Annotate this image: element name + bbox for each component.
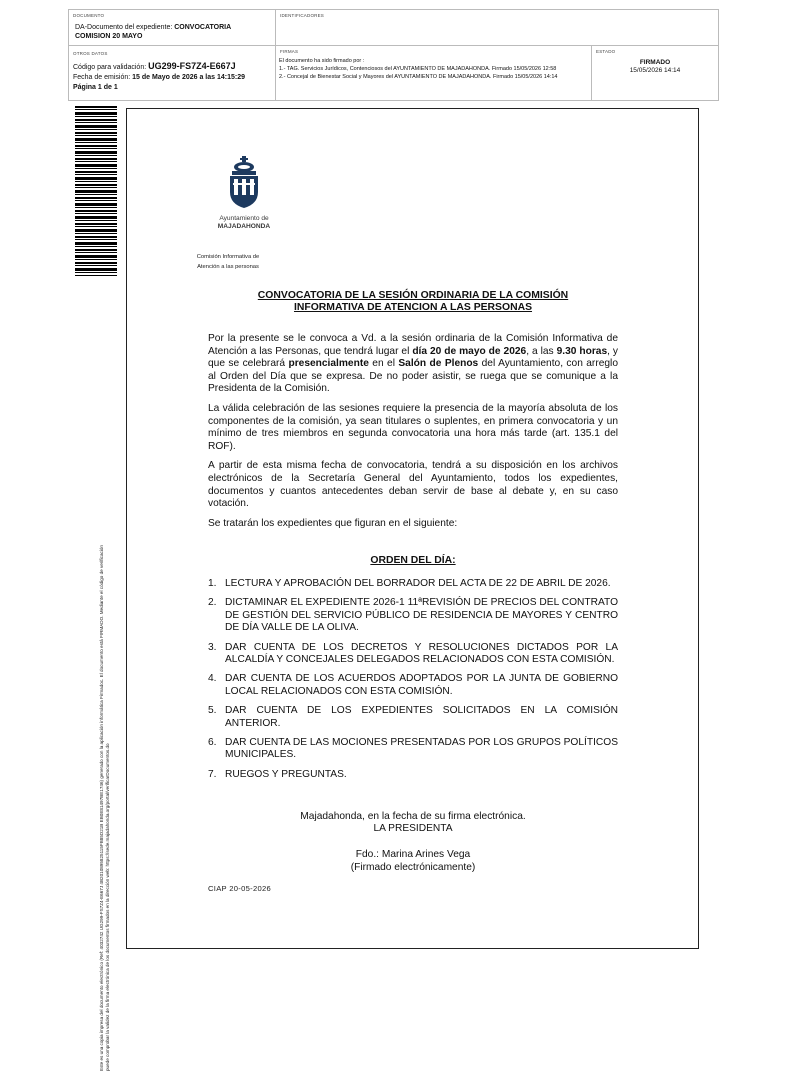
codigo-label: Código para validación: — [73, 64, 149, 71]
item-number: 7. — [208, 768, 217, 780]
closing-line1: Majadahonda, en la fecha de su firma electrónica. — [300, 811, 526, 822]
item-text: RUEGOS Y PREGUNTAS. — [225, 768, 347, 780]
p1-venue: Salón de Plenos — [398, 358, 479, 370]
logo-line2: MAJADAHONDA — [217, 222, 271, 230]
paragraph-4: Se tratarán los expedientes que figuran en el siguiente: — [208, 517, 458, 529]
list-item — [208, 597, 618, 634]
side-text-line2: puede comprobar la validez de la firma electrónica de los documentos firmados en la dirección web: https://sede.majadahonda.org/portal/verificarDocumentos.do — [105, 743, 110, 1071]
municipal-logo — [212, 156, 276, 230]
documento-line1: DA-Documento del expediente: — [75, 24, 175, 31]
otros-caption: OTROS DATOS — [73, 51, 108, 56]
p1-time: 9.30 horas — [556, 345, 608, 357]
estado-value: FIRMADO — [639, 59, 671, 66]
list-item — [208, 737, 618, 762]
firmas-intro: El documento ha sido firmado por : — [279, 58, 365, 64]
title-line2: INFORMATIVA DE ATENCION A LAS PERSONAS — [293, 302, 533, 313]
item-text: DICTAMINAR EL EXPEDIENTE 2026-1 11ªREVISIÓN DE PRECIOS DEL CONTRATO DE GESTIÓN DEL SERVICIO PÚBLICO DE RESIDENCIA DE MAYORES Y CENTRO DE DÍA VALLE DE LA OLIVA. — [225, 597, 618, 634]
list-item — [208, 673, 618, 698]
coat-of-arms-icon — [224, 156, 264, 210]
side-verification-text — [99, 181, 111, 1071]
item-text: DAR CUENTA DE LAS MOCIONES PRESENTADAS POR LOS GRUPOS POLÍTICOS MUNICIPALES. — [225, 737, 618, 761]
item-number: 3. — [208, 641, 217, 653]
list-item — [208, 769, 618, 781]
documento-line1-bold: CONVOCATORIA — [174, 24, 232, 31]
item-text: DAR CUENTA DE LOS DECRETOS Y RESOLUCIONES DICTADOS POR LA ALCALDÍA Y CONCEJALES DELEGADOS RELACIONADOS CON ESTA COMISIÓN. — [225, 641, 618, 666]
closing-line4: (Firmado electrónicamente) — [350, 861, 476, 873]
list-item — [208, 578, 618, 590]
firma-1: 1.- TAG. Servicios Jurídicos, Contenciosos del AYUNTAMIENTO DE MAJADAHONDA. Firmado 15/05/2026 12:58 — [279, 66, 557, 72]
item-number: 4. — [208, 673, 217, 685]
item-number: 5. — [208, 705, 217, 717]
p1-text-i: del Ayuntamiento, con arreglo al Orden del Día que se expresa. De no poder asistir, se ruega que se comunique a la Presidenta de la Comisión. — [208, 358, 618, 395]
p1-text-e: , y que se celebrará — [208, 345, 619, 370]
comision-line1: Comisión Informativa de — [196, 254, 260, 260]
item-text: LECTURA Y APROBACIÓN DEL BORRADOR DEL ACTA DE 22 DE ABRIL DE 2026. — [225, 578, 611, 589]
estado-cell — [592, 46, 718, 101]
paragraph-3: A partir de esta misma fecha de convocatoria, tendrá a su disposición en los archivos electrónicos de la Secretaría General del Ayuntamiento, todos los expedientes, documentos y cuantos antecedentes deban servir de base al debate y, en su caso votación. — [208, 460, 618, 510]
fecha-value: 15 de Mayo de 2026 a las 14:15:29 — [132, 74, 246, 81]
comision-line2: Atención a las personas — [197, 264, 259, 270]
pagina: Página 1 de 1 — [73, 84, 118, 91]
identificadores-caption: IDENTIFICADORES — [280, 13, 325, 18]
closing-line2: LA PRESIDENTA — [373, 823, 453, 835]
estado-caption: ESTADO — [596, 49, 616, 54]
logo-line1: Ayuntamiento de — [219, 215, 269, 222]
p1-mode: presencialmente — [288, 358, 369, 370]
firmas-caption: FIRMAS — [280, 49, 299, 54]
comision-label — [194, 252, 262, 272]
p1-text-g: en el — [368, 358, 399, 370]
documento-caption: DOCUMENTO — [73, 13, 105, 18]
firma-2: 2.- Concejal de Bienestar Social y Mayores del AYUNTAMIENTO DE MAJADAHONDA. Firmado 15/05/2026 14:14 — [279, 74, 558, 80]
item-text: DAR CUENTA DE LOS ACUERDOS ADOPTADOS POR LA JUNTA DE GOBIERNO LOCAL RELACIONADOS CON ESTA COMISIÓN. — [225, 673, 618, 697]
p1-text-c: , a las — [526, 345, 557, 357]
p1-date: día 20 de mayo de 2026 — [412, 345, 527, 357]
list-item — [208, 642, 618, 667]
item-number: 6. — [208, 737, 217, 749]
closing-signature — [208, 811, 618, 874]
item-text: DAR CUENTA DE LOS EXPEDIENTES SOLICITADOS EN LA COMISIÓN ANTERIOR. — [225, 705, 618, 729]
documento-cell — [69, 10, 276, 46]
paragraph-1 — [208, 333, 618, 396]
title-line1: CONVOCATORIA DE LA SESIÓN ORDINARIA DE LA COMISIÓN — [257, 290, 569, 301]
document-body — [208, 333, 618, 537]
paragraph-2: La válida celebración de las sesiones requiere la presencia de la mayoría absoluta de los componentes de la comisión, ya sean titulares o suplentes, en primera convocatoria y un mínimo de tres miembros en segunda convocatoria una hora más tarde (art. 135.1 del ROF). — [208, 402, 618, 452]
codigo-value: UG299-FS7Z4-E667J — [148, 61, 236, 71]
document-title — [208, 290, 618, 314]
item-number: 1. — [208, 578, 217, 589]
closing-line3: Fdo.: Marina Arines Vega — [355, 849, 471, 861]
orden-del-dia-title: ORDEN DEL DÍA: — [370, 555, 456, 566]
side-text-line1: Este es una copia impresa del documento electrónico (Ref: 4032742 UG299-FS7Z4-E667J 4B2010895825115FB85D21B EB0E81497BE1746) generado con la aplicación informática Firmadoc. El documento está FIRMADO. Mediante el código de verificación — [99, 545, 104, 1071]
identificadores-cell — [276, 10, 718, 46]
fecha-label: Fecha de emisión: — [73, 74, 133, 81]
item-number: 2. — [208, 597, 217, 609]
list-item — [208, 705, 618, 730]
estado-date: 15/05/2026 14:14 — [629, 67, 681, 74]
document-header — [68, 9, 719, 101]
p1-text-a: Por la presente se le convoca a Vd. a la sesión ordinaria de la Comisión Informativa de Atención a las Personas, que tendrá lugar el — [208, 333, 618, 357]
documento-line2: COMISION 20 MAYO — [75, 33, 143, 40]
orden-del-dia-list — [208, 578, 618, 788]
ciap-reference: CIAP 20-05-2026 — [208, 884, 272, 893]
otros-datos-cell — [69, 46, 276, 101]
firmas-cell — [276, 46, 592, 101]
